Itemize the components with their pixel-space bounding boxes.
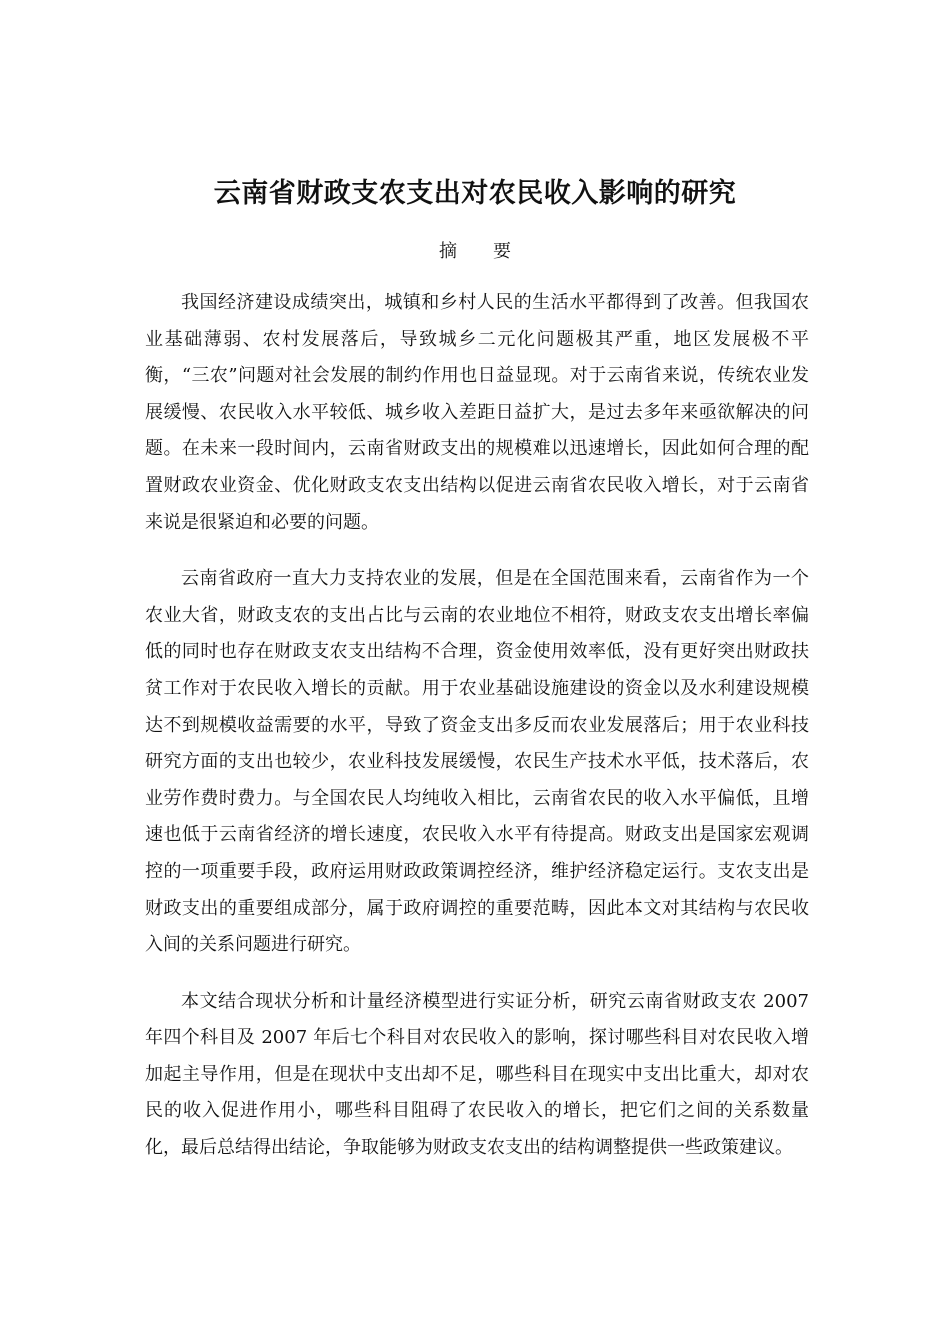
abstract-body: [145, 285, 809, 1187]
abstract-paragraph-2: 云南省政府一直大力支持农业的发展，但是在全国范围来看，云南省作为一个农业大省，财政支农的支出占比与云南的农业地位不相符，财政支农支出增长率偏低的同时也存在财政支农支出结构不合理，资金使用效率低，没有更好突出财政扶贫工作对于农民收入增长的贡献。用于农业基础设施建设的资金以及水利建设规模达不到规模收益需要的水平，导致了资金支出多反而农业发展落后；用于农业科技研究方面的支出也较少，农业科技发展缓慢，农民生产技术水平低，技术落后，农业劳作费时费力。与全国农民人均纯收入相比，云南省农民的收入水平偏低，且增速也低于云南省经济的增长速度，农民收入水平有待提高。财政支出是国家宏观调控的一项重要手段，政府运用财政政策调控经济，维护经济稳定运行。支农支出是财政支出的重要组成部分，属于政府调控的重要范畴，因此本文对其结构与农民收入间的关系问题进行研究。: [145, 568, 809, 956]
abstract-heading: 摘要: [439, 241, 547, 262]
abstract-paragraph-3: 本文结合现状分析和计量经济模型进行实证分析，研究云南省财政支农 2007 年四个科目及 2007 年后七个科目对农民收入的影响，探讨哪些科目对农民收入增加起主导作用，但是在现状中支出却不足，哪些科目在现实中支出比重大，却对农民的收入促进作用小，哪些科目阻碍了农民收入的增长，把它们之间的关系数量化，最后总结得出结论，争取能够为财政支农支出的结构调整提供一些政策建议。: [145, 990, 809, 1159]
abstract-paragraph-1: 我国经济建设成绩突出，城镇和乡村人民的生活水平都得到了改善。但我国农业基础薄弱、农村发展落后，导致城乡二元化问题极其严重，地区发展极不平衡，“三农”问题对社会发展的制约作用也日益显现。对于云南省来说，传统农业发展缓慢、农民收入水平较低、城乡收入差距日益扩大，是过去多年来亟欲解决的问题。在未来一段时间内，云南省财政支出的规模难以迅速增长，因此如何合理的配置财政农业资金、优化财政支农支出结构以促进云南省农民收入增长，对于云南省来说是很紧迫和必要的问题。: [145, 292, 809, 533]
paper-title: 云南省财政支农支出对农民收入影响的研究: [213, 178, 737, 209]
